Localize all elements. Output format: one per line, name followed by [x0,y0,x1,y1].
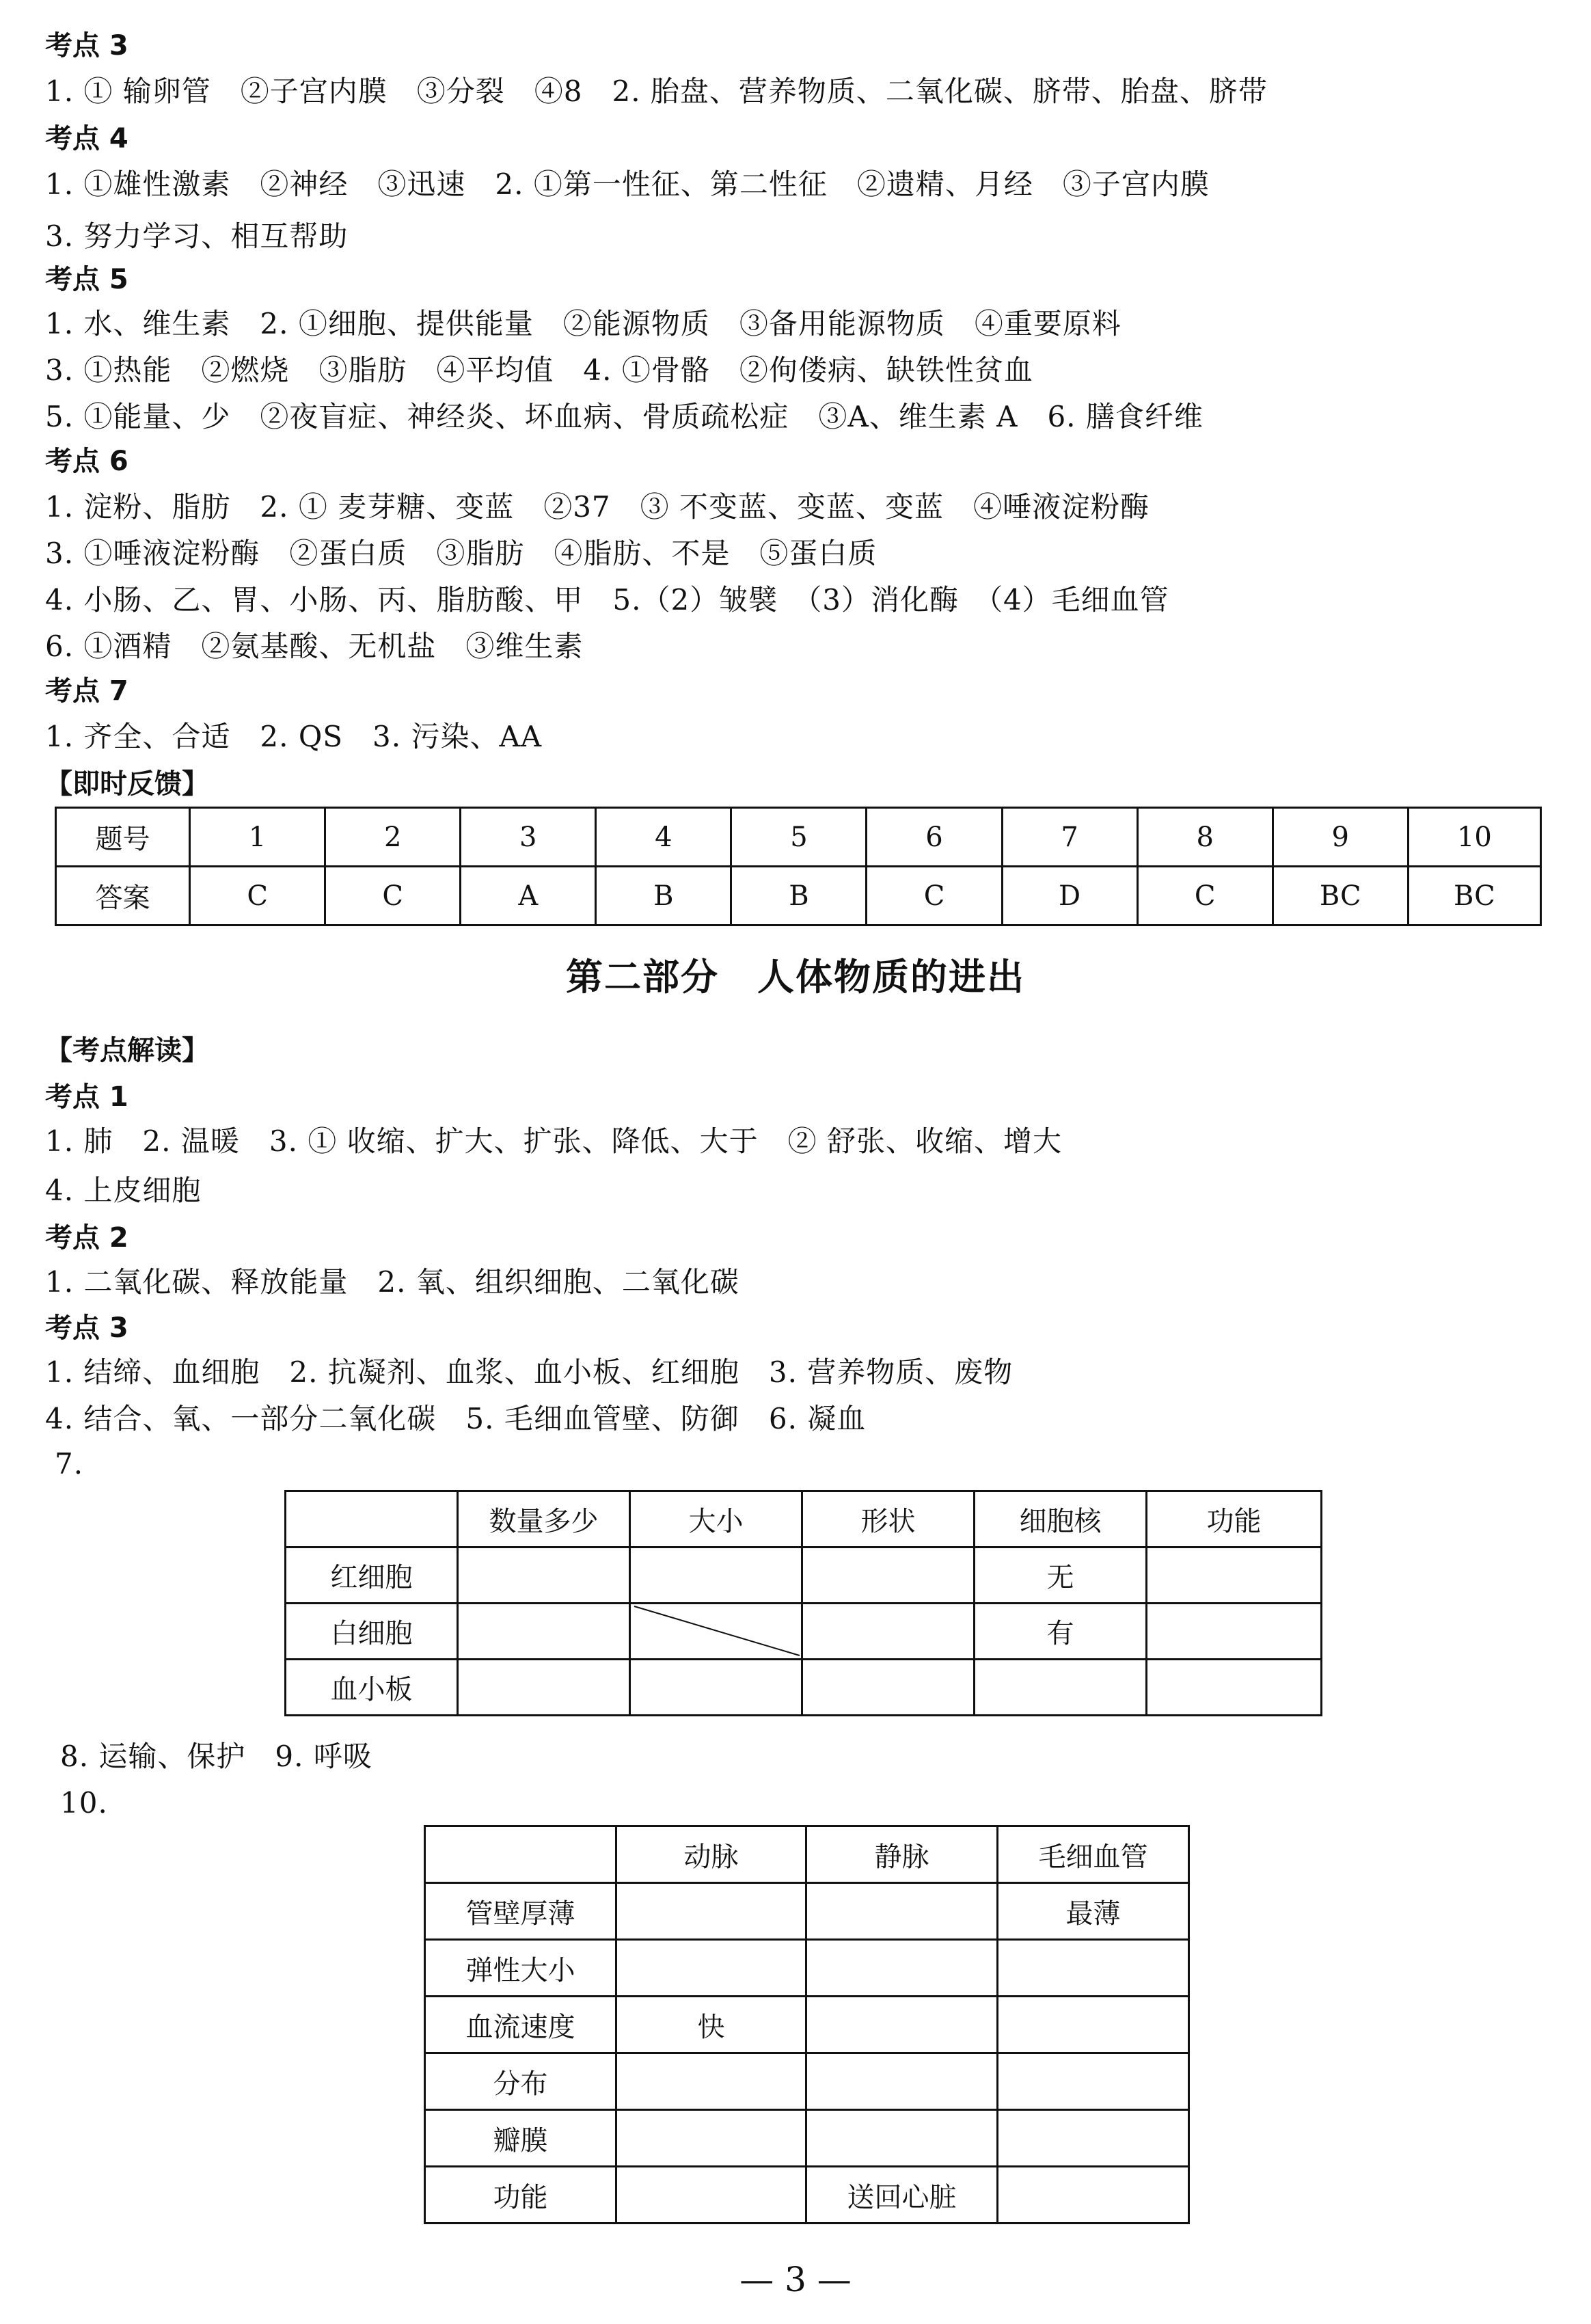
table-cell [998,2167,1189,2224]
feedback-number: 1 [190,808,325,867]
feedback-number: 6 [867,808,1002,867]
kaodian-4-title: 考点 4 [45,123,128,154]
vessel-table-header-row [425,1826,1189,1883]
kaodian-6-title: 考点 6 [45,446,128,477]
vessel-table-corner [425,1826,616,1883]
table-cell [806,2053,998,2110]
row-label: 白细胞 [286,1604,458,1660]
table-cell [458,1660,630,1716]
table-cell: 快 [616,1997,806,2053]
kaodian-3-title: 考点 3 [45,30,128,62]
table-row [425,1883,1189,1940]
table-cell [806,1883,998,1940]
cell-table-header: 形状 [802,1491,975,1548]
feedback-answer: B [731,867,867,925]
kaodian-4-line-2: 3. 努力学习、相互帮助 [45,219,349,253]
kaodian-6-line-2: 3. ①唾液淀粉酶 ②蛋白质 ③脂肪 ④脂肪、不是 ⑤蛋白质 [45,537,878,570]
row-label: 功能 [425,2167,616,2224]
p2-kaodian-2-line-1: 1. 二氧化碳、释放能量 2. 氧、组织细胞、二氧化碳 [45,1265,739,1299]
feedback-answer-row [56,867,1541,925]
row-label: 红细胞 [286,1548,458,1604]
table-cell [975,1660,1147,1716]
kaodian-7-title: 考点 7 [45,675,128,707]
feedback-answer: D [1002,867,1137,925]
cell-table-corner [286,1491,458,1548]
row-label: 分布 [425,2053,616,2110]
blood-vessel-table [424,1825,1190,2224]
p2-kaodian-3-line-3: 7. [55,1447,84,1481]
kaodian-5-line-1: 1. 水、维生素 2. ①细胞、提供能量 ②能源物质 ③备用能源物质 ④重要原料 [45,307,1121,340]
table-cell [616,1940,806,1997]
table-cell [616,2053,806,2110]
feedback-table [55,807,1542,926]
section-title: 【考点解读】 [45,1035,209,1066]
table-row [425,2167,1189,2224]
feedback-row-header: 题号 [56,808,190,867]
feedback-answer: C [190,867,325,925]
table-row [425,1940,1189,1997]
cell-table-header: 大小 [630,1491,802,1548]
kaodian-5-title: 考点 5 [45,264,128,295]
table-cell [806,2110,998,2167]
table-cell [1147,1548,1322,1604]
vessel-table-header: 毛细血管 [998,1826,1189,1883]
p2-kaodian-1-title: 考点 1 [45,1081,128,1113]
part2-title: 第二部分 人体物质的进出 [566,956,1025,999]
table-cell [802,1604,975,1660]
table-cell [802,1660,975,1716]
feedback-title: 【即时反馈】 [45,768,209,800]
table-cell [998,1940,1189,1997]
p2-kaodian-1-line-1: 1. 肺 2. 温暖 3. ① 收缩、扩大、扩张、降低、大于 ② 舒张、收缩、增大 [45,1124,1062,1158]
cell-table-header: 细胞核 [975,1491,1147,1548]
table-cell: 有 [975,1604,1147,1660]
table-cell [998,2110,1189,2167]
kaodian-3-line-1: 1. ① 输卵管 ②子宫内膜 ③分裂 ④8 2. 胎盘、营养物质、二氧化碳、脐带、胎盘、脐带 [45,75,1268,108]
feedback-answer: B [596,867,731,925]
table-cell: 送回心脏 [806,2167,998,2224]
kaodian-5-line-2: 3. ①热能 ②燃烧 ③脂肪 ④平均值 4. ①骨骼 ②佝偻病、缺铁性贫血 [45,353,1033,387]
table-row [286,1548,1322,1604]
cell-table-header-row [286,1491,1322,1548]
row-label: 瓣膜 [425,2110,616,2167]
table-cell [806,1997,998,2053]
p2-kaodian-3-title: 考点 3 [45,1312,128,1344]
p2-kaodian-3-line-2: 4. 结合、氧、一部分二氧化碳 5. 毛细血管壁、防御 6. 凝血 [45,1402,867,1435]
feedback-number: 9 [1273,808,1408,867]
p2-kaodian-3-line-1: 1. 结缔、血细胞 2. 抗凝剂、血浆、血小板、红细胞 3. 营养物质、废物 [45,1355,1014,1389]
feedback-row-header: 答案 [56,867,190,925]
cell-table-header: 功能 [1147,1491,1322,1548]
p2-kaodian-3-line-10: 10. [60,1786,108,1820]
table-cell [630,1660,802,1716]
table-row [425,2053,1189,2110]
table-cell [458,1548,630,1604]
table-cell [1147,1660,1322,1716]
feedback-number: 7 [1002,808,1137,867]
feedback-answer: BC [1408,867,1540,925]
table-cell: 最薄 [998,1883,1189,1940]
page-number: — 3 — [739,2260,852,2299]
table-cell [806,1940,998,1997]
row-label: 血小板 [286,1660,458,1716]
table-cell [616,2110,806,2167]
table-row [425,2110,1189,2167]
feedback-number: 4 [596,808,731,867]
feedback-number: 10 [1408,808,1540,867]
feedback-number-row [56,808,1541,867]
table-row [425,1997,1189,2053]
table-cell [802,1548,975,1604]
feedback-answer: C [325,867,461,925]
p2-kaodian-2-title: 考点 2 [45,1222,128,1254]
row-label: 弹性大小 [425,1940,616,1997]
p2-kaodian-3-line-8: 8. 运输、保护 9. 呼吸 [60,1740,372,1773]
p2-kaodian-1-line-2: 4. 上皮细胞 [45,1174,202,1207]
feedback-number: 2 [325,808,461,867]
row-label: 管壁厚薄 [425,1883,616,1940]
feedback-number: 3 [461,808,596,867]
table-cell [616,1883,806,1940]
table-cell [1147,1604,1322,1660]
feedback-answer: BC [1273,867,1408,925]
feedback-number: 5 [731,808,867,867]
kaodian-5-line-3: 5. ①能量、少 ②夜盲症、神经炎、坏血病、骨质疏松症 ③A、维生素 A 6. 膳食纤维 [45,400,1204,433]
feedback-answer: A [461,867,596,925]
cell-table-header: 数量多少 [458,1491,630,1548]
table-row [286,1660,1322,1716]
vessel-table-header: 静脉 [806,1826,998,1883]
feedback-number: 8 [1137,808,1273,867]
table-cell [616,2167,806,2224]
kaodian-6-line-3: 4. 小肠、乙、胃、小肠、丙、脂肪酸、甲 5.（2）皱襞 （3）消化酶 （4）毛细血管 [45,583,1169,617]
kaodian-7-line-1: 1. 齐全、合适 2. QS 3. 污染、AA [45,720,543,753]
kaodian-6-line-4: 6. ①酒精 ②氨基酸、无机盐 ③维生素 [45,630,584,663]
table-cell [458,1604,630,1660]
table-cell: 无 [975,1548,1147,1604]
table-cell [998,2053,1189,2110]
table-cell [630,1548,802,1604]
kaodian-4-line-1: 1. ①雄性激素 ②神经 ③迅速 2. ①第一性征、第二性征 ②遗精、月经 ③子宫内膜 [45,167,1210,201]
diagonal-mark [631,1604,804,1661]
kaodian-6-line-1: 1. 淀粉、脂肪 2. ① 麦芽糖、变蓝 ②37 ③ 不变蓝、变蓝、变蓝 ④唾液淀粉酶 [45,490,1150,524]
feedback-answer: C [1137,867,1273,925]
table-cell [998,1997,1189,2053]
vessel-table-header: 动脉 [616,1826,806,1883]
feedback-answer: C [867,867,1002,925]
row-label: 血流速度 [425,1997,616,2053]
